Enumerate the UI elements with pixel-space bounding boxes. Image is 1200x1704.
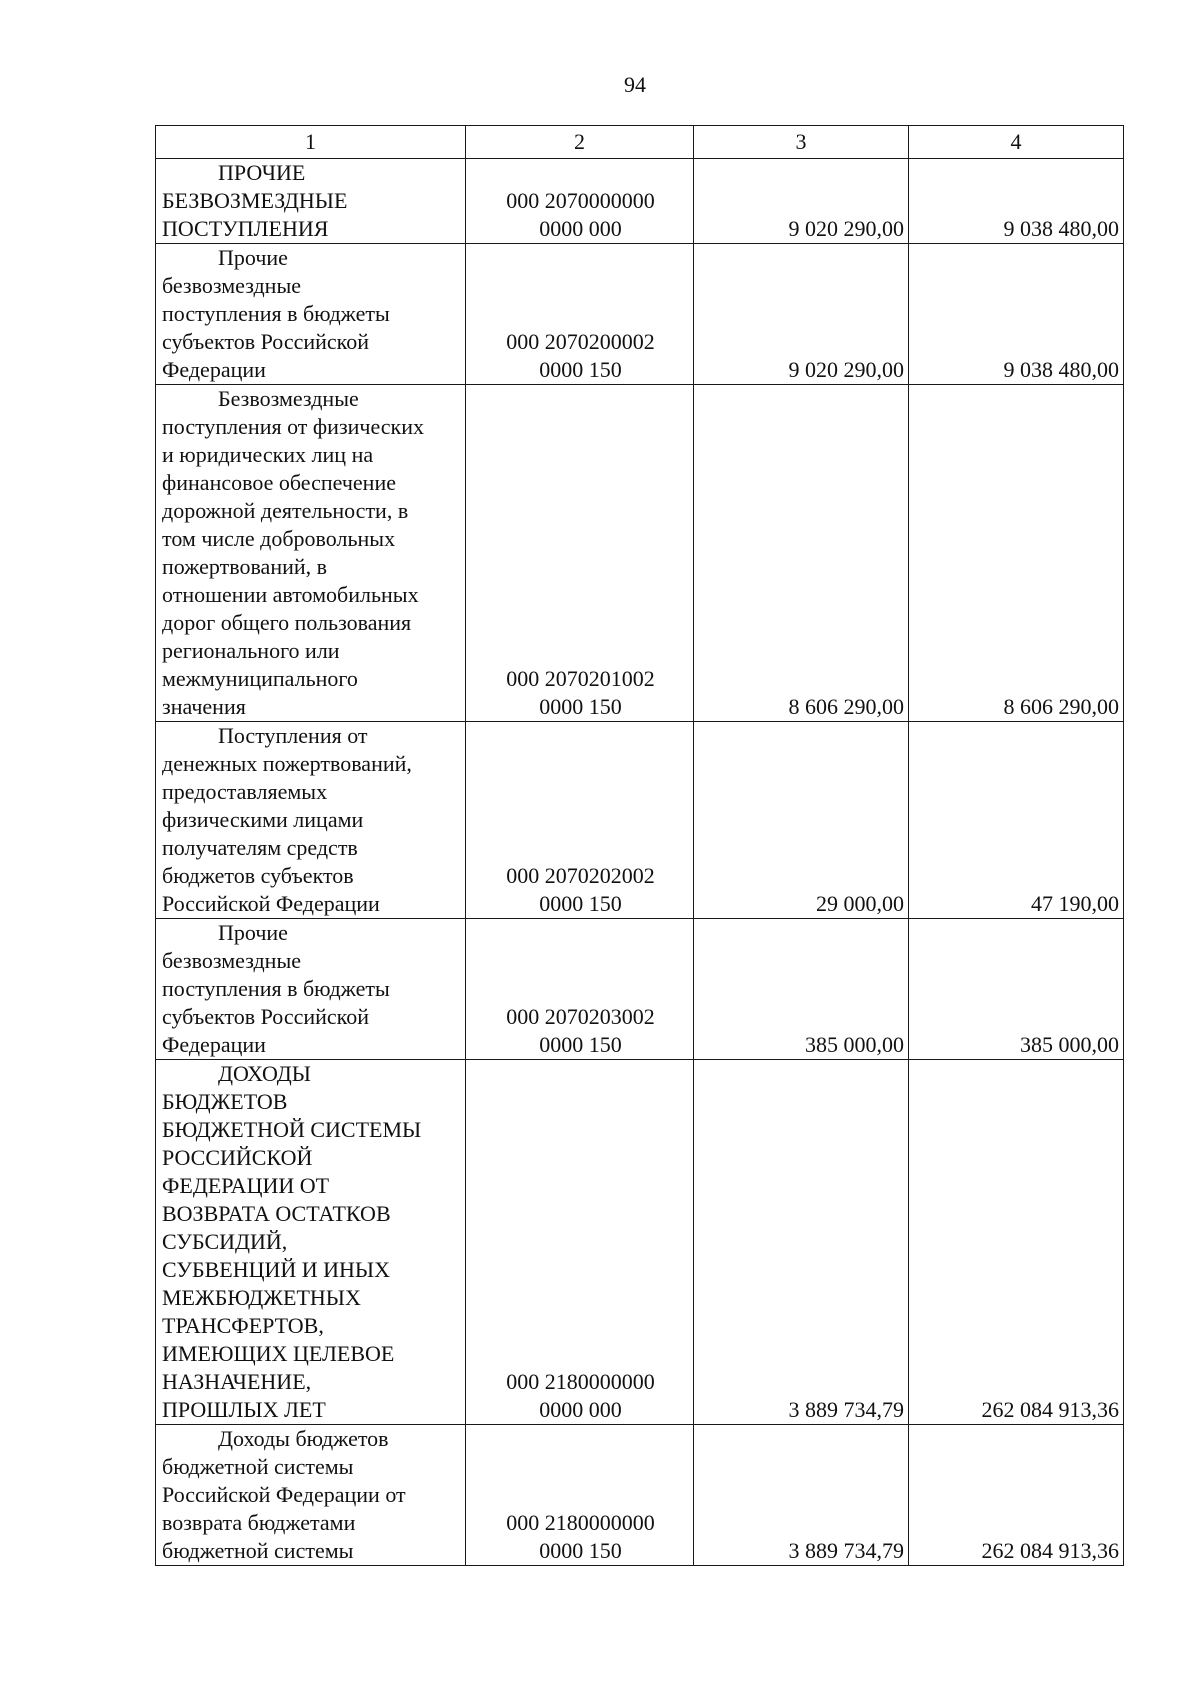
row-value-col3: 8 606 290,00 bbox=[694, 385, 909, 722]
row-value-col4: 8 606 290,00 bbox=[909, 385, 1124, 722]
column-header-2: 2 bbox=[466, 126, 694, 159]
row-name-cell bbox=[156, 385, 466, 722]
row-name-cell bbox=[156, 722, 466, 919]
row-value-col3: 9 020 290,00 bbox=[694, 244, 909, 385]
table-row bbox=[156, 919, 1124, 1060]
column-header-4: 4 bbox=[909, 126, 1124, 159]
row-code: 000 2180000000 0000 000 bbox=[506, 1369, 655, 1422]
row-code-cell bbox=[466, 159, 694, 244]
row-value-col4: 385 000,00 bbox=[909, 919, 1124, 1060]
row-code-cell bbox=[466, 244, 694, 385]
row-name: Безвозмездные поступления от физических и юридических лиц на финансовое обеспечение дорожной деятельности, в том числе добровольных пожертвований, в отношении автомобильных дорог общего пользования регионального или межмуниципального значения bbox=[162, 386, 425, 719]
row-value-col4: 9 038 480,00 bbox=[909, 159, 1124, 244]
row-name: ПРОЧИЕ БЕЗВОЗМЕЗДНЫЕ ПОСТУПЛЕНИЯ bbox=[162, 160, 348, 241]
row-code-cell bbox=[466, 385, 694, 722]
row-code-cell bbox=[466, 722, 694, 919]
column-header-3: 3 bbox=[694, 126, 909, 159]
row-code: 000 2070200002 0000 150 bbox=[506, 329, 655, 382]
row-code: 000 2180000000 0000 150 bbox=[506, 1510, 655, 1563]
table-row bbox=[156, 244, 1124, 385]
table-header-row bbox=[156, 126, 1124, 159]
row-name-cell bbox=[156, 1425, 466, 1566]
row-name-cell bbox=[156, 159, 466, 244]
row-value-col3: 9 020 290,00 bbox=[694, 159, 909, 244]
table-row bbox=[156, 722, 1124, 919]
row-value-col3: 3 889 734,79 bbox=[694, 1425, 909, 1566]
row-name-cell bbox=[156, 244, 466, 385]
row-code: 000 2070203002 0000 150 bbox=[506, 1004, 655, 1057]
row-value-col4: 262 084 913,36 bbox=[909, 1060, 1124, 1425]
row-name: ДОХОДЫ БЮДЖЕТОВ БЮДЖЕТНОЙ СИСТЕМЫ РОССИЙСКОЙ ФЕДЕРАЦИИ ОТ ВОЗВРАТА ОСТАТКОВ СУБСИДИЙ, СУБВЕНЦИЙ И ИНЫХ МЕЖБЮДЖЕТНЫХ ТРАНСФЕРТОВ, ИМЕЮЩИХ ЦЕЛЕВОЕ НАЗНАЧЕНИЕ, ПРОШЛЫХ ЛЕТ bbox=[162, 1061, 422, 1422]
row-code: 000 2070202002 0000 150 bbox=[506, 863, 655, 916]
row-code-cell bbox=[466, 919, 694, 1060]
row-value-col3: 385 000,00 bbox=[694, 919, 909, 1060]
row-code: 000 2070201002 0000 150 bbox=[506, 666, 655, 719]
row-code-cell bbox=[466, 1060, 694, 1425]
row-value-col3: 29 000,00 bbox=[694, 722, 909, 919]
table-row bbox=[156, 159, 1124, 244]
row-code-cell bbox=[466, 1425, 694, 1566]
row-name: Доходы бюджетов бюджетной системы Российской Федерации от возврата бюджетами бюджетной системы bbox=[162, 1426, 406, 1563]
table-row bbox=[156, 385, 1124, 722]
row-code: 000 2070000000 0000 000 bbox=[506, 188, 655, 241]
page-number: 94 bbox=[624, 72, 646, 97]
row-name: Прочие безвозмездные поступления в бюджеты субъектов Российской Федерации bbox=[162, 920, 390, 1057]
row-name-cell bbox=[156, 919, 466, 1060]
row-name: Поступления от денежных пожертвований, предоставляемых физическими лицами получателям средств бюджетов субъектов Российской Федерации bbox=[162, 723, 412, 916]
table-row bbox=[156, 1060, 1124, 1425]
column-header-1: 1 bbox=[156, 126, 466, 159]
row-value-col4: 47 190,00 bbox=[909, 722, 1124, 919]
budget-revenue-table bbox=[155, 125, 1124, 1566]
row-value-col3: 3 889 734,79 bbox=[694, 1060, 909, 1425]
row-name-cell bbox=[156, 1060, 466, 1425]
row-value-col4: 262 084 913,36 bbox=[909, 1425, 1124, 1566]
row-name: Прочие безвозмездные поступления в бюджеты субъектов Российской Федерации bbox=[162, 245, 390, 382]
table-row bbox=[156, 1425, 1124, 1566]
row-value-col4: 9 038 480,00 bbox=[909, 244, 1124, 385]
